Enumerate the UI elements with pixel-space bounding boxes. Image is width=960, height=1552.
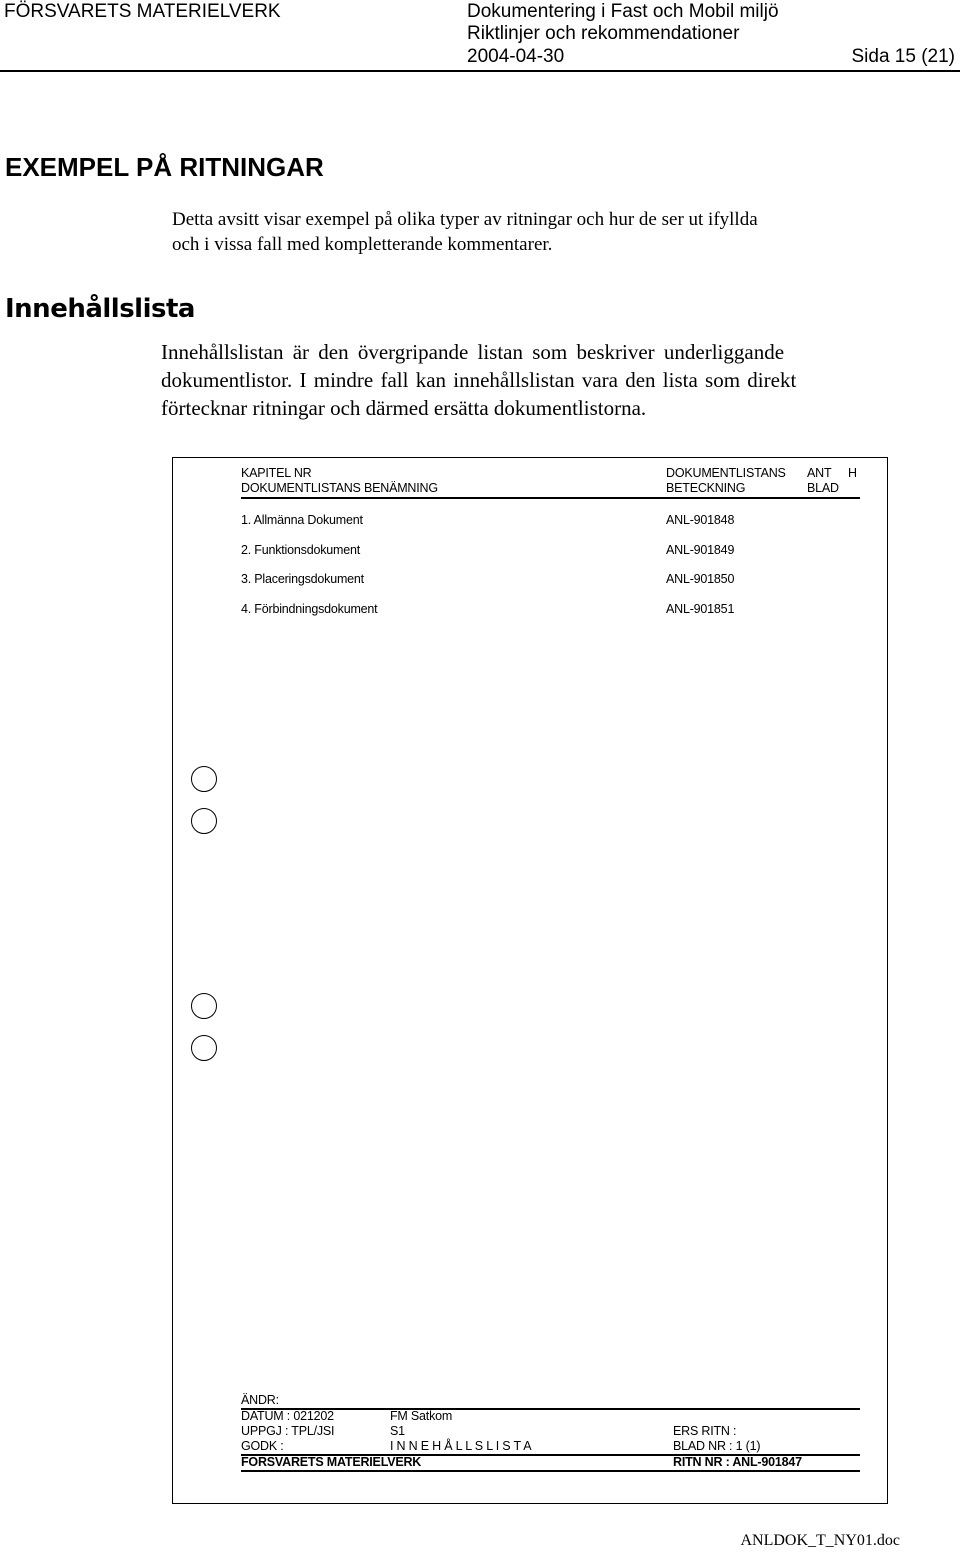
drawing-row-name: 1. Allmänna Dokument xyxy=(241,513,363,527)
drawing-row-name: 2. Funktionsdokument xyxy=(241,543,360,557)
subsection-body-line-1: Innehållslistan är den övergripande listan som beskriver underliggande xyxy=(161,340,785,364)
drawing-header-list-label-2: BETECKNING xyxy=(666,481,746,495)
footer-filename: ANLDOK_T_NY01.doc xyxy=(740,1532,900,1549)
title-block-list-title: I N N E H Å L L S L I S T A xyxy=(390,1439,532,1453)
binder-hole-icon xyxy=(191,993,217,1019)
header-date: 2004-04-30 xyxy=(467,46,565,67)
drawing-row-code: ANL-901848 xyxy=(666,513,735,527)
subsection-body-line-2: dokumentlistor. I mindre fall kan innehållslistan vara den lista som direkt xyxy=(161,368,797,392)
header-doc-title: Dokumentering i Fast och Mobil miljö xyxy=(467,1,779,22)
title-block-godk: GODK : xyxy=(241,1439,284,1453)
subsection-body-line-3: förtecknar ritningar och därmed ersätta dokumentlistorna. xyxy=(161,396,647,420)
title-block-blad-nr: BLAD NR : 1 (1) xyxy=(673,1439,761,1453)
drawing-header-ant: ANT xyxy=(807,466,832,480)
header-page-number: Sida 15 (21) xyxy=(851,46,955,67)
drawing-row-code: ANL-901849 xyxy=(666,543,735,557)
subsection-heading: Innehållslista xyxy=(5,294,195,324)
binder-hole-icon xyxy=(191,808,217,834)
title-block-s1: S1 xyxy=(390,1424,405,1438)
drawing-header-h: H xyxy=(848,466,857,480)
drawing-row-name: 3. Placeringsdokument xyxy=(241,572,364,586)
section-intro-line-2: och i vissa fall med kompletterande kommentarer. xyxy=(172,234,553,255)
drawing-row-name: 4. Förbindningsdokument xyxy=(241,602,378,616)
title-block-system: FM Satkom xyxy=(390,1409,453,1423)
header-doc-subtitle: Riktlinjer och rekommendationer xyxy=(467,23,740,44)
drawing-frame xyxy=(172,457,888,1504)
header-organization: FÖRSVARETS MATERIELVERK xyxy=(4,1,281,22)
drawing-header-list-label-1: DOKUMENTLISTANS xyxy=(666,466,786,480)
drawing-row-code: ANL-901850 xyxy=(666,572,735,586)
drawing-header-blad: BLAD xyxy=(807,481,839,495)
title-block-rule xyxy=(241,1470,860,1472)
binder-hole-icon xyxy=(191,1035,217,1061)
drawing-header-kapitel-nr: KAPITEL NR xyxy=(241,466,312,480)
title-block-organization: FÖRSVARETS MATERIELVERK xyxy=(241,1455,422,1469)
binder-hole-icon xyxy=(191,766,217,792)
title-block-uppgj: UPPGJ : TPL/JSI xyxy=(241,1424,335,1438)
drawing-header-rule xyxy=(241,497,860,499)
header-rule xyxy=(0,70,960,72)
drawing-header-list-name: DOKUMENTLISTANS BENÄMNING xyxy=(241,481,438,495)
title-block-ers-ritn: ERS RITN : xyxy=(673,1424,737,1438)
section-heading: EXEMPEL PÅ RITNINGAR xyxy=(5,152,324,182)
drawing-row-code: ANL-901851 xyxy=(666,602,735,616)
title-block-andr: ÄNDR: xyxy=(241,1393,279,1407)
title-block-ritn-nr: RITN NR : ANL-901847 xyxy=(673,1455,802,1469)
section-intro-line-1: Detta avsitt visar exempel på olika typer av ritningar och hur de ser ut ifyllda xyxy=(172,209,758,230)
title-block-datum: DATUM : 021202 xyxy=(241,1409,334,1423)
